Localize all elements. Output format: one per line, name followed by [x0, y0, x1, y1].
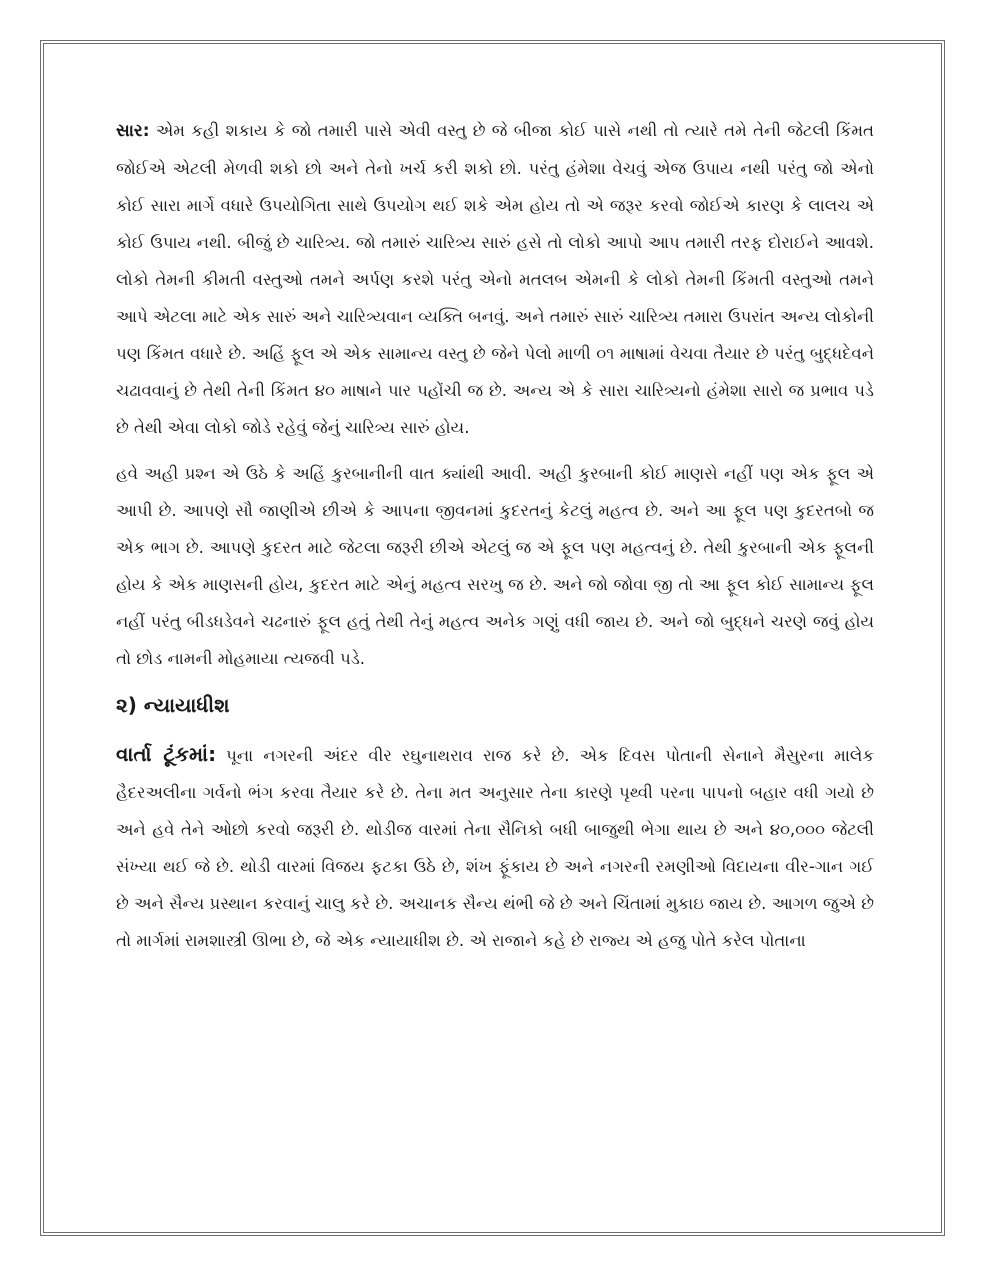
story-lead: વાર્તા ટૂંકમાં:: [116, 742, 217, 766]
second-paragraph: [116, 455, 874, 677]
document-body: [116, 112, 874, 968]
second-text: હવે અહી પ્રશ્ન એ ઉઠે કે અહિં કુરબાનીની વાત ક્યાંથી આવી. અહી કુરબાની કોઈ માણસે નહીં પણ એક ફૂલ એ આપી છે. આપણે સૌ જાણીએ છીએ કે આપના જીવનમાં કુદરતનું કેટલું મહત્વ છે. અને આ ફૂલ પણ કુદરતબો જ એક ભાગ છે. આપણે કુદરત માટે જેટલા જરૂરી છીએ એટલું જ એ ફૂલ પણ મહત્વનું છે. તેથી કુરબાની એક ફૂલની હોય કે એક માણસની હોય, કુદરત માટે એનું મહત્વ સરખુ જ છે. અને જો જોવા જી તો આ ફૂલ કોઈ સામાન્ય ફૂલ નહીં પરંતુ બીડધડેવને ચઢનારું ફૂલ હતું તેથી તેનું મહત્વ અનેક ગણું વધી જાય છે. અને જો બુદ્ધને ચરણે જવું હોય તો છોડ નામની મોહમાયા ત્યજવી પડે.: [116, 464, 874, 668]
summary-text: એમ કહી શકાય કે જો તમારી પાસે એવી વસ્તુ છે જે બીજા કોઈ પાસે નથી તો ત્યારે તમે તેની જેટલી કિંમત જોઈએ એટલી મેળવી શકો છો અને તેનો ખર્ચ કરી શકો છો. પરંતુ હંમેશા વેચવું એજ ઉપાય નથી પરંતુ જો એનો કોઈ સારા માર્ગે વધારે ઉપયોગિતા સાથે ઉપયોગ થઈ શકે એમ હોય તો એ જરૂર કરવો જોઈએ કારણ કે લાલચ એ કોઈ ઉપાય નથી. બીજું છે ચારિત્ર્ય. જો તમારું ચારિત્ર્ય સારું હસે તો લોકો આપો આપ તમારી તરફ દોરાઈને આવશે. લોકો તેમની કીમતી વસ્તુઓ તમને અર્પણ કરશે પરંતુ એનો મતલબ એમની કે લોકો તેમની કિંમતી વસ્તુઓ તમને આપે એટલા માટે એક સારું અને ચારિત્ર્યવાન વ્યક્તિ બનવું. અને તમારું સારું ચારિત્ર્ય તમારા ઉપરાંત અન્ય લોકોની પણ કિંમત વધારે છે. અહિં ફૂલ એ એક સામાન્ય વસ્તુ છે જેને પેલો માળી ૦૧ માષામાં વેચવા તૈયાર છે પરંતુ બુદ્ધદેવને ચઢાવવાનું છે તેથી તેની કિંમત ૪૦ માષાને પાર પહોંચી જ છે. અન્ય એ કે સારા ચારિત્ર્યનો હંમેશા સારો જ પ્રભાવ પડે છે તેથી એવા લોકો જોડે રહેવું જેનું ચારિત્ર્ય સારું હોય.: [116, 121, 874, 437]
summary-paragraph: [116, 112, 874, 446]
story-paragraph: [116, 736, 874, 959]
summary-lead: સાર:: [116, 121, 150, 141]
section-heading: ૨) ન્યાયાધીશ: [116, 693, 230, 717]
story-text: પૂના નગરની અંદર વીર રઘુનાથરાવ રાજ કરે છે. એક દિવસ પોતાની સેનાને મૈસુરના માલેક હૈદરઅલીના ગર્વનો ભંગ કરવા તૈયાર કરે છે. તેના મત અનુસાર તેના કારણે પૃથ્વી પરના પાપનો બહાર વધી ગયો છે અને હવે તેને ઓછો કરવો જરૂરી છે. થોડીજ વારમાં તેના સૈનિકો બધી બાજુથી ભેગા થાય છે અને ૪૦,૦૦૦ જેટલી સંખ્યા થઈ જે છે. થોડી વારમાં વિજય ફટકા ઉઠે છે, શંખ ફૂંકાય છે અને નગરની રમણીઓ વિદાયના વીર-ગાન ગઈ છે અને સૈન્ય પ્રસ્થાન કરવાનું ચાલુ કરે છે. અચાનક સૈન્ય થંભી જે છે અને ચિંતામાં મુકાઇ જાય છે. આગળ જુએ છે તો માર્ગમાં રામશાસ્ત્રી ઊભા છે, જે એક ન્યાયાધીશ છે. એ રાજાને કહે છે રાજ્ય એ હજુ પોતે કરેલ પોતાના: [116, 746, 874, 950]
